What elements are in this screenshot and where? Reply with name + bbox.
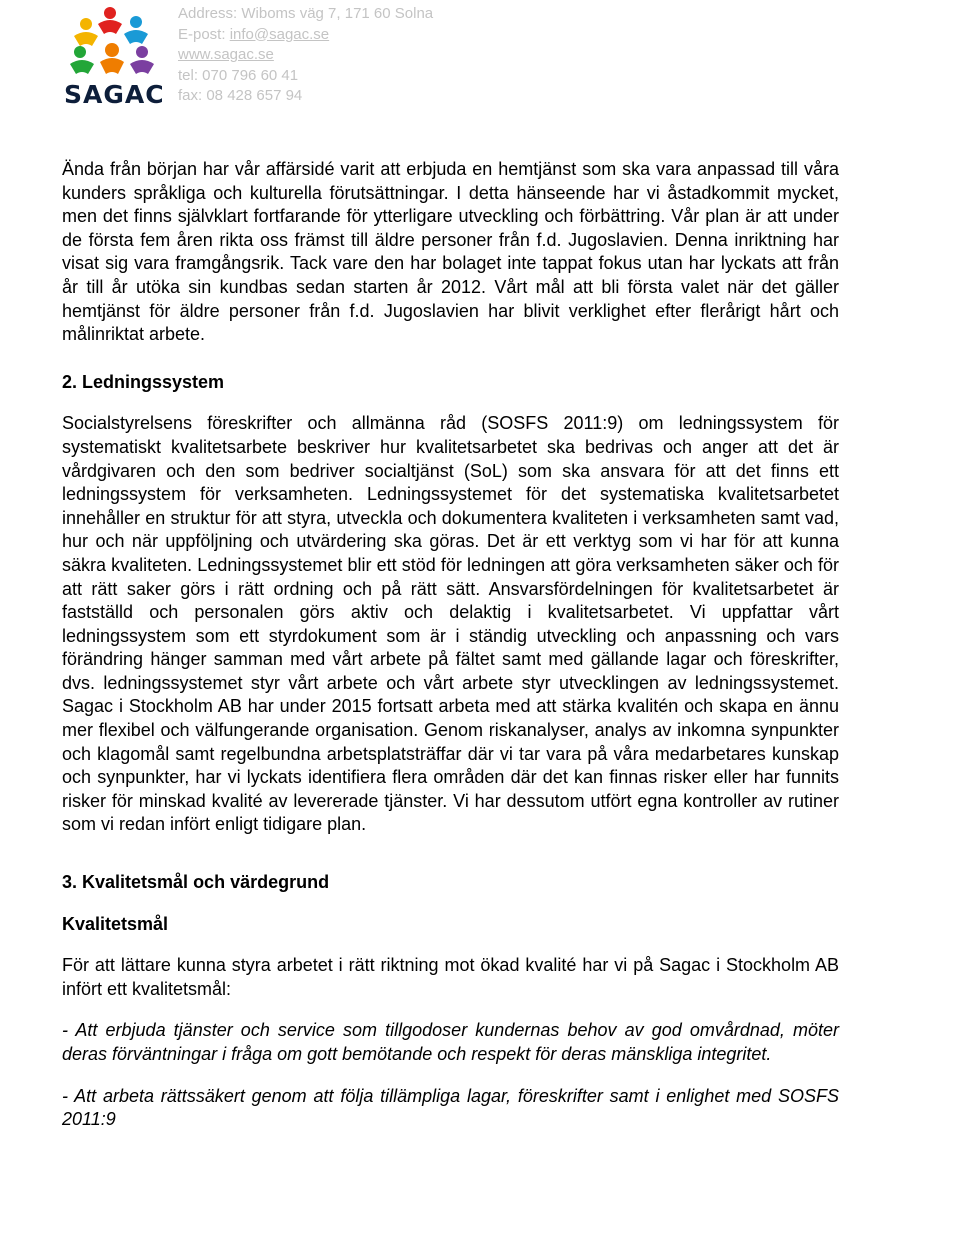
logo-wordmark: SAGAC bbox=[64, 80, 165, 109]
goal-item-1: - Att erbjuda tjänster och service som tillgodoser kundernas behov av god omvårdnad, möter deras förväntningar i fråga om gott bemötande och respekt för deras mänskliga integritet. bbox=[62, 1020, 839, 1064]
contact-info bbox=[178, 4, 433, 107]
section-2-heading: 2. Ledningssystem bbox=[62, 371, 225, 392]
tel-line: tel: 070 796 60 41 bbox=[178, 66, 299, 84]
fax-line: fax: 08 428 657 94 bbox=[178, 87, 303, 104]
sagac-logo bbox=[64, 4, 164, 108]
address-line: Address: Wiboms väg 7, 171 60 Solna bbox=[178, 5, 434, 22]
email-line bbox=[178, 25, 433, 46]
intro-paragraph: Ända från början har vår affärsidé varit att erbjuda en hemtjänst som ska vara anpassad till våra kunders språkliga och kulturella förutsättningar. I detta hänseende har vi åstadkommit mycket, men det finns självklart fortfarande för ytterligare utveckling och förbättring. Vår plan är att under de första fem åren rikta oss främst till äldre personer från f.d. Jugoslavien. Denna inriktning har visat sig vara framgångsrik. Tack vare den har bolaget inte tappat fokus utan har lyckats att från år till år utöka sin kundbas sedan starten år 2012. Vårt mål att bli första valet när det gäller hemtjänst för äldre personer från f.d. Jugoslavien har blivit verklighet efter flerårigt hårt och målinriktat arbete. bbox=[62, 159, 839, 345]
section-3-heading: 3. Kvalitetsmål och värdegrund bbox=[62, 872, 330, 893]
document-body bbox=[62, 158, 839, 1132]
goal-item-2: - Att arbeta rättssäkert genom att följa tillämpliga lagar, föreskrifter samt i enlighet med SOSFS 2011:9 bbox=[62, 1085, 839, 1130]
page-header bbox=[0, 0, 960, 120]
section-3-paragraph: För att lättare kunna styra arbetet i rätt riktning mot ökad kvalité har vi på Sagac i Stockholm AB infört ett kvalitetsmål: bbox=[62, 955, 839, 999]
email-label: E-post: bbox=[178, 25, 230, 43]
people-emblem-icon bbox=[64, 4, 164, 82]
website-link[interactable]: www.sagac.se bbox=[178, 46, 274, 63]
email-link[interactable]: info@sagac.se bbox=[229, 25, 330, 43]
kvalitetsmal-subheading: Kvalitetsmål bbox=[62, 913, 169, 934]
section-2-paragraph: Socialstyrelsens föreskrifter och allmänna råd (SOSFS 2011:9) om ledningssystem för systematiskt kvalitetsarbete beskriver hur kvalitetsarbetet ska bedrivas och anger att det är vårdgivaren och den som bedriver socialtjänst (SoL) som ska ansvara för att det finns ett ledningssystem för verksamheten. Ledningssystemet för det systematiska kvalitetsarbetet innehåller en struktur för att styra, utveckla och dokumentera kvaliteten i verksamheten samt vad, hur och när uppföljning och utvärdering ska göras. Det är ett verktyg som vi har för att kunna säkra kvaliteten. Ledningssystemet blir ett stöd för ledningen att göra verksamheten säker och för att rätt saker görs i rätt ordning och på rätt sätt. Ansvarsfördelningen för kvalitetsarbetet är fastställd och personalen görs aktiv och delaktig i kvalitetsarbetet. Vi uppfattar vårt ledningssystem som ett styrdokument som är i ständig utveckling och anpassning och vars förändring hänger samman med vårt arbete på fältet samt med gällande lagar och föreskrifter, dvs. ledningssystemet styr vårt arbete och vårt arbete styr utvecklingen av ledningssystemet. Sagac i Stockholm AB har under 2015 fortsatt arbeta med att stärka kvalitén och skapa en ännu mer flexibel och välfungerande organisation. Genom riskanalyser, analys av inkomna synpunkter och klagomål samt regelbundna arbetsplatsträffar där vi tar vara på våra medarbetares kunskap och synpunkter, har vi lyckats identifiera flera områden där det kan finnas risker eller har funnits risker för minskad kvalité av levererade tjänster. Vi har dessutom utfört egna kontroller av rutiner som vi redan infört enligt tidigare plan. bbox=[62, 413, 839, 835]
